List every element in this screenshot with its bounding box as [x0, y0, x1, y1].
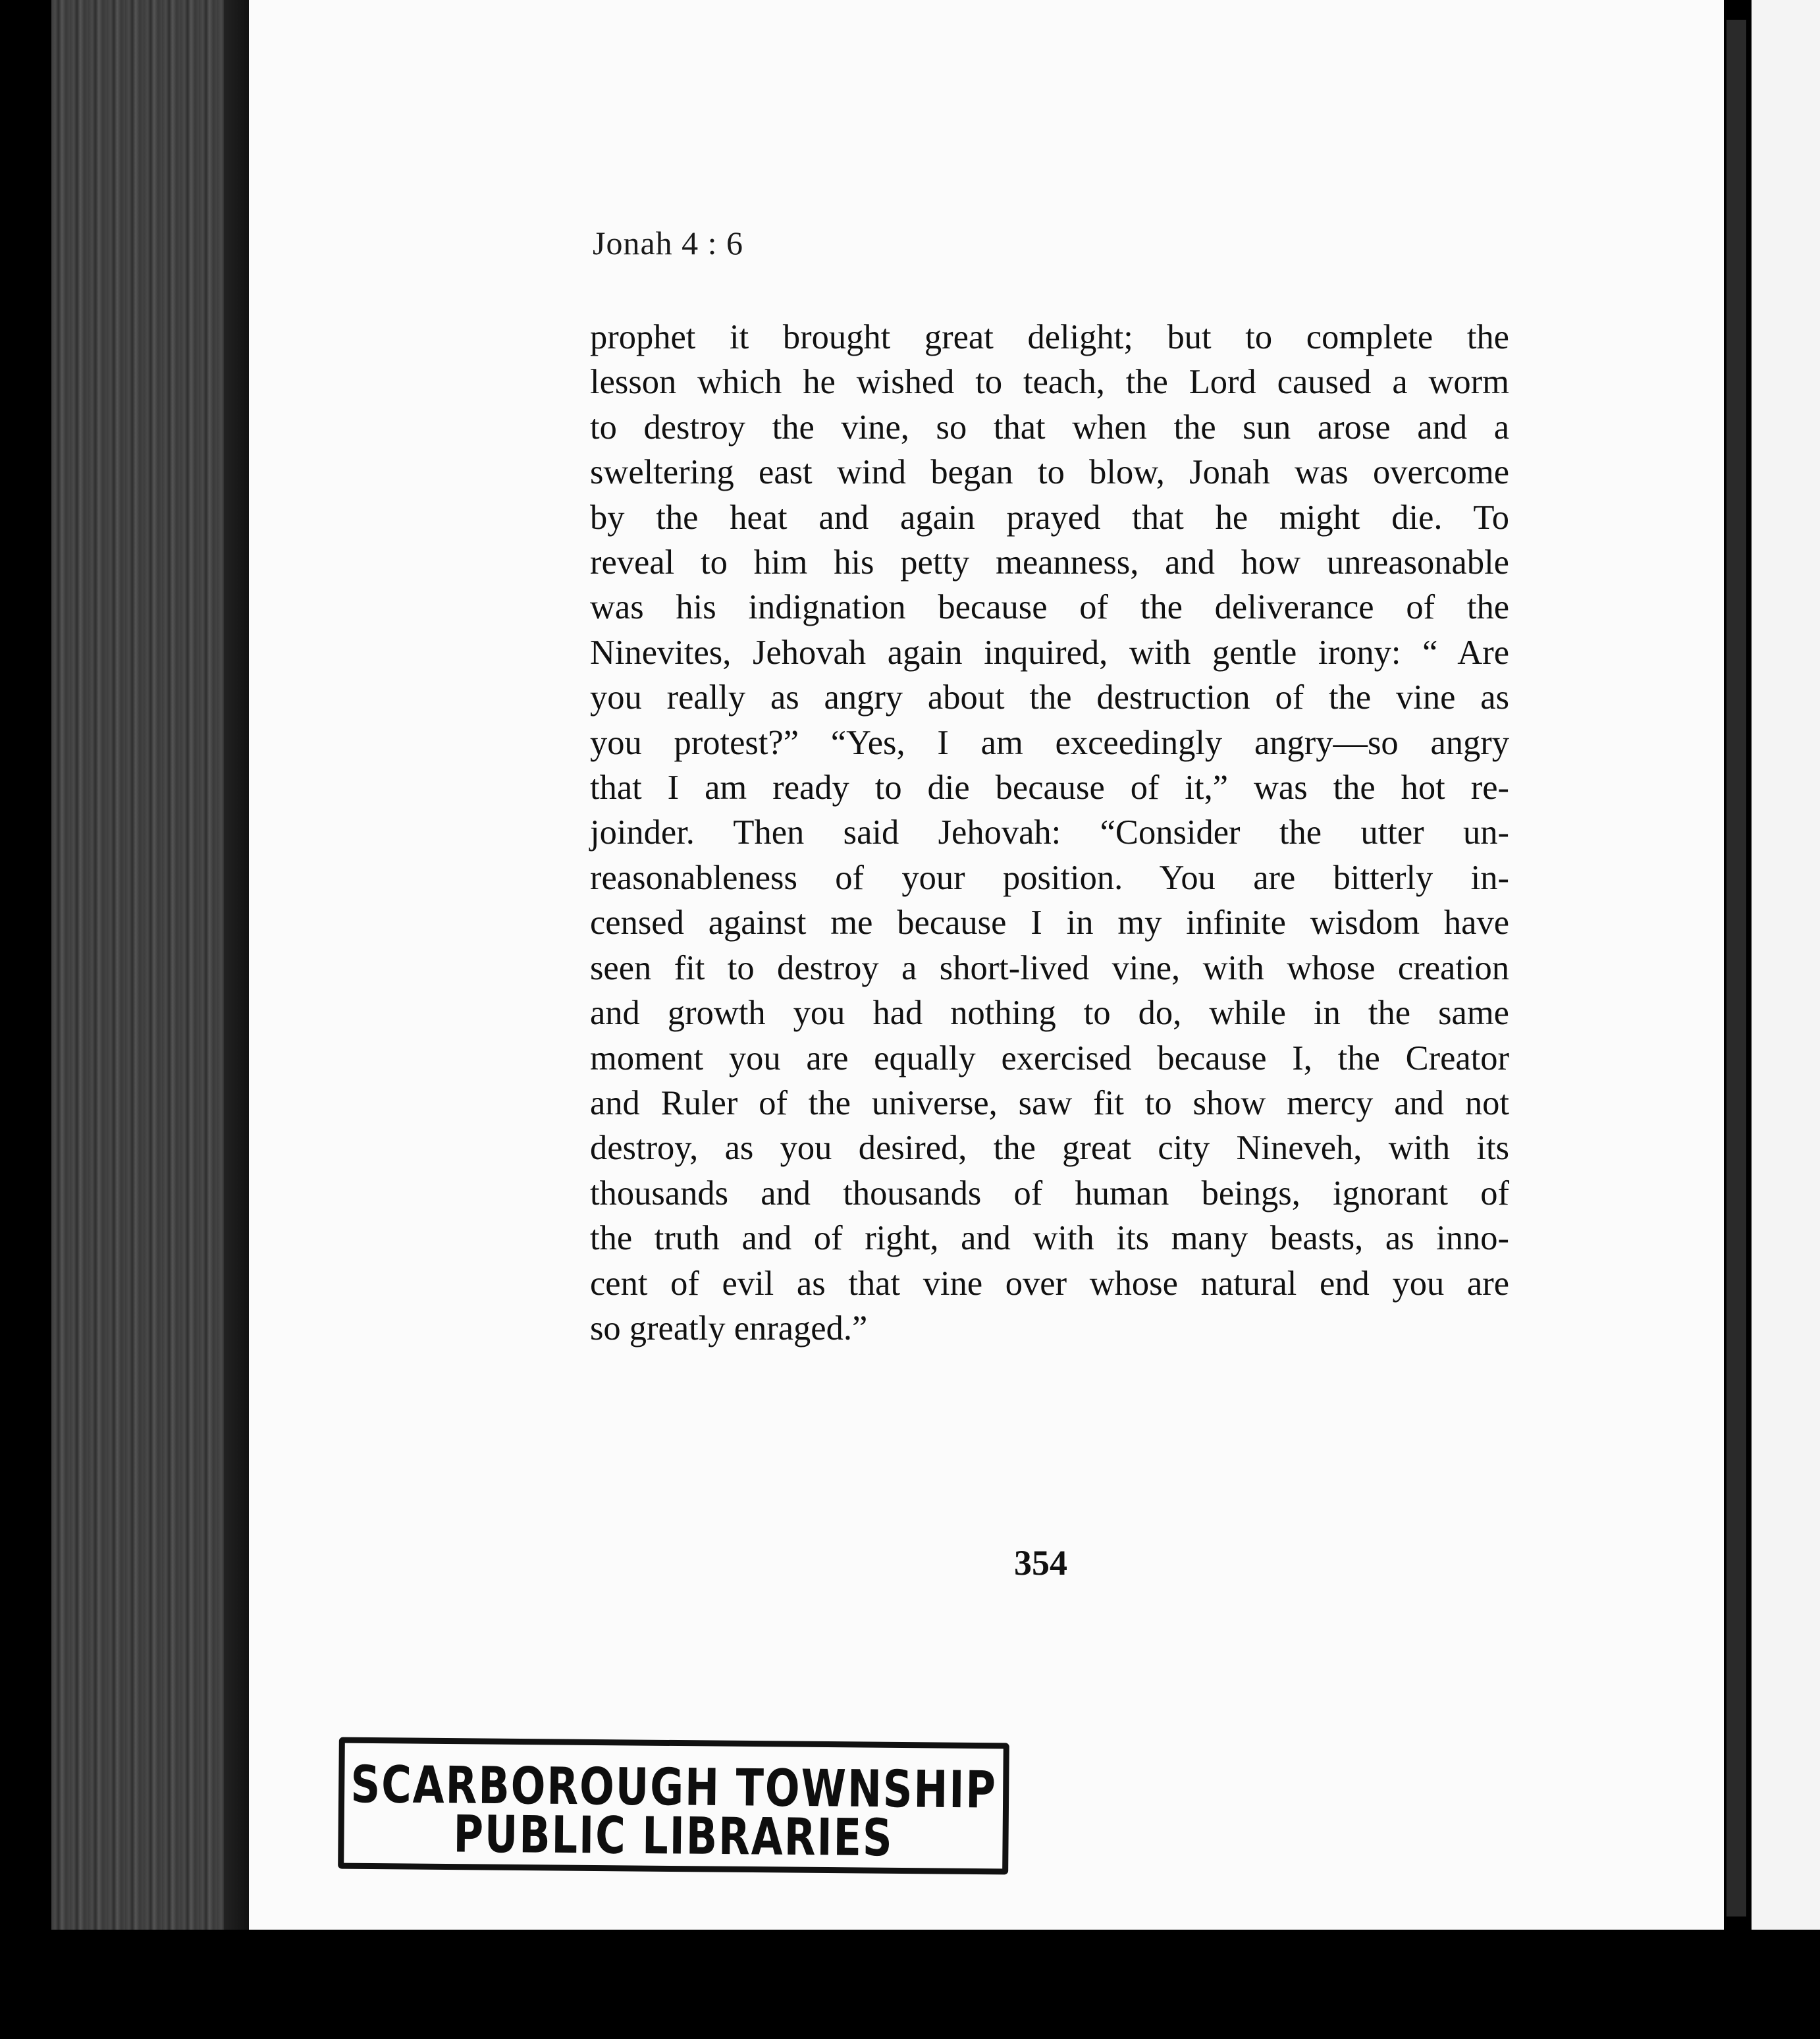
text-line: Ninevites, Jehovah again inquired, with gentle irony: “ Are	[590, 633, 1509, 672]
text-line: cent of evil as that vine over whose natural end you are	[590, 1264, 1509, 1303]
text-line: reasonableness of your position. You are bitterly in-	[590, 858, 1509, 897]
text-line: was his indignation because of the deliverance of the	[590, 588, 1509, 627]
text-line: sweltering east wind began to blow, Jonah was overcome	[590, 453, 1509, 492]
stamp-line-2: PUBLIC LIBRARIES	[453, 1803, 894, 1868]
text-line: you really as angry about the destruction of the vine as	[590, 678, 1509, 717]
text-line: destroy, as you desired, the great city Nineveh, with its	[590, 1129, 1509, 1168]
stamp-line-1: SCARBOROUGH TOWNSHIP	[350, 1754, 998, 1820]
facing-page	[1752, 0, 1820, 1930]
running-head: Jonah 4 : 6	[593, 225, 744, 261]
text-line: you protest?” “Yes, I am exceedingly angry—so angry	[590, 723, 1509, 762]
spine-shadow	[224, 0, 250, 1930]
book-spine	[51, 0, 249, 1930]
library-stamp	[338, 1737, 1009, 1875]
page-number: 354	[1014, 1543, 1067, 1583]
text-line: moment you are equally exercised because I, the Creator	[590, 1039, 1509, 1077]
bottom-margin-dark	[0, 1930, 1820, 2039]
text-line: by the heat and again prayed that he might die. To	[590, 498, 1509, 537]
text-line: joinder. Then said Jehovah: “Consider the utter un-	[590, 813, 1509, 852]
text-line: reveal to him his petty meanness, and how unreasonable	[590, 543, 1509, 582]
text-line: and growth you had nothing to do, while in the same	[590, 994, 1509, 1033]
text-line: seen fit to destroy a short-lived vine, with whose creation	[590, 948, 1509, 987]
text-line: prophet it brought great delight; but to complete the	[590, 318, 1509, 356]
text-line: and Ruler of the universe, saw fit to show mercy and not	[590, 1083, 1509, 1122]
text-line: lesson which he wished to teach, the Lord caused a worm	[590, 363, 1509, 402]
body-paragraph	[590, 315, 1509, 1351]
text-line: to destroy the vine, so that when the sun arose and a	[590, 408, 1509, 447]
text-line: that I am ready to die because of it,” was the hot re-	[590, 769, 1509, 807]
text-line-last: so greatly enraged.”	[590, 1309, 868, 1347]
facing-page-edge	[1726, 20, 1746, 1917]
text-line: censed against me because I in my infinite wisdom have	[590, 904, 1509, 942]
text-line: thousands and thousands of human beings, ignorant of	[590, 1174, 1509, 1212]
text-line: the truth and of right, and with its many beasts, as inno-	[590, 1219, 1509, 1258]
